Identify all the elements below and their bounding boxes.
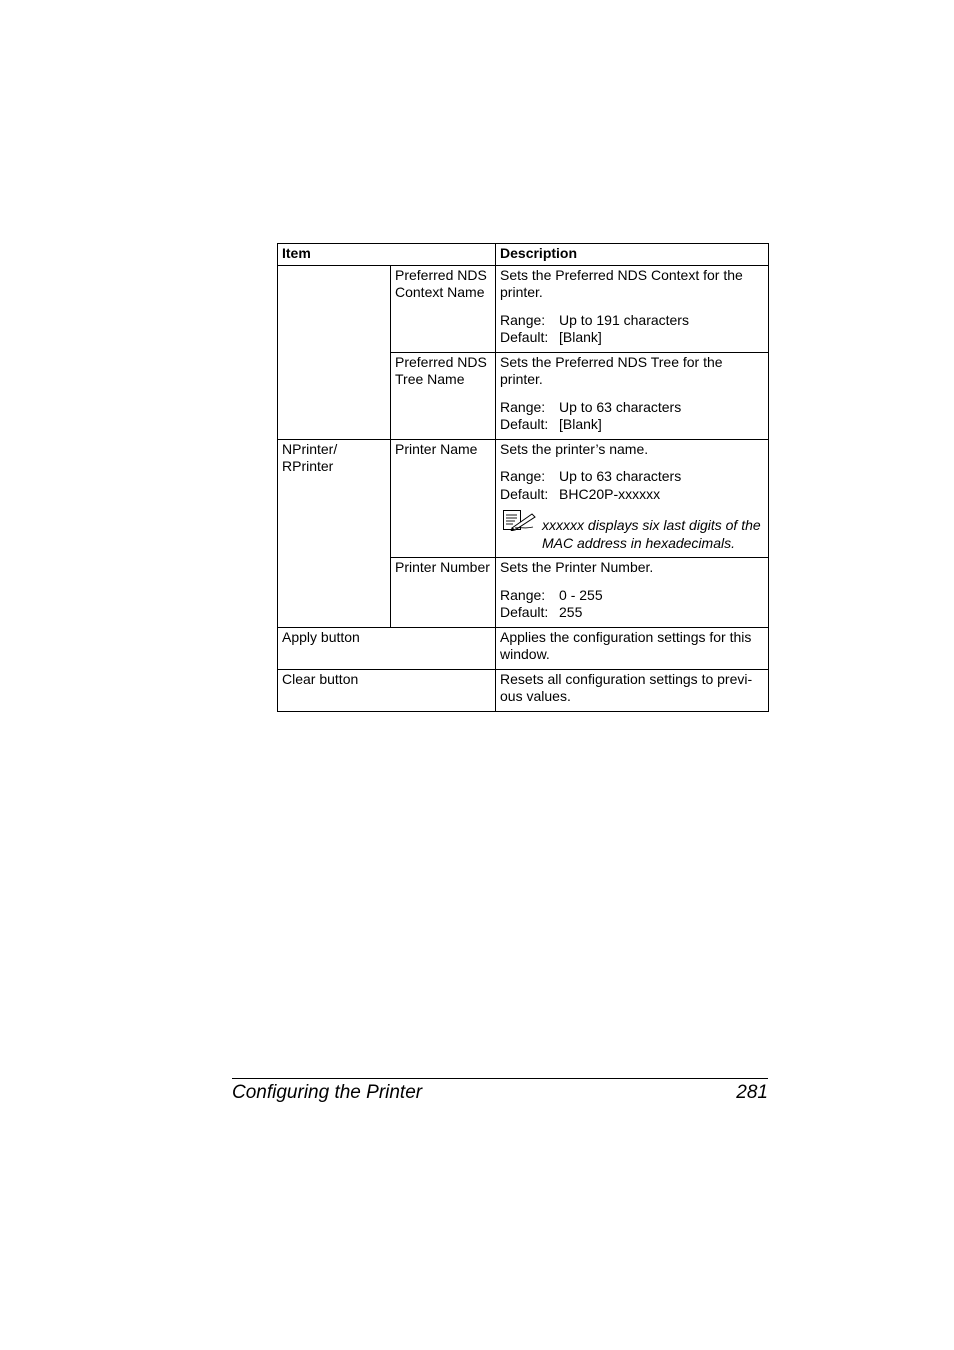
item-cell: Clear button xyxy=(278,669,496,711)
default-line xyxy=(500,329,765,347)
default-value: 255 xyxy=(559,604,583,620)
default-line xyxy=(500,416,765,434)
range-label: Range: xyxy=(500,311,546,328)
note-block xyxy=(500,512,765,552)
range-value: Up to 63 characters xyxy=(559,468,682,484)
item-cell: Preferred NDS Tree Name xyxy=(391,352,496,439)
range-line xyxy=(500,312,765,330)
item-cell: Printer Number xyxy=(391,558,496,628)
default-label: Default: xyxy=(500,604,549,620)
range-label: Range: xyxy=(500,398,546,415)
footer-rule xyxy=(232,1078,768,1079)
footer-title: Configuring the Printer xyxy=(232,1082,423,1103)
table-row xyxy=(278,669,769,711)
range-value: Up to 63 characters xyxy=(559,398,682,415)
default-value: BHC20P-xxxxxx xyxy=(559,485,661,502)
range-line xyxy=(500,587,765,605)
description-text: Sets the Preferred NDS Context for the printer. xyxy=(500,266,743,300)
description-text: Sets the Preferred NDS Tree for the printer. xyxy=(500,353,723,387)
default-label: Default: xyxy=(500,329,549,345)
description-cell xyxy=(496,352,769,439)
default-label: Default: xyxy=(500,485,549,502)
item-cell: Printer Name xyxy=(391,439,496,558)
description-cell xyxy=(496,265,769,352)
note-pencil-icon xyxy=(502,509,540,531)
default-line xyxy=(500,486,765,504)
range-value: Up to 191 characters xyxy=(559,311,689,328)
group-label-empty xyxy=(278,265,391,439)
table-row xyxy=(278,265,769,352)
header-description: Description xyxy=(496,244,769,266)
table-row xyxy=(278,627,769,669)
item-cell: Preferred NDS Context Name xyxy=(391,265,496,352)
default-line xyxy=(500,604,765,622)
page-number: 281 xyxy=(736,1082,768,1103)
description-cell xyxy=(496,558,769,628)
range-line xyxy=(500,399,765,417)
item-cell: Apply button xyxy=(278,627,496,669)
settings-table xyxy=(277,243,769,712)
group-label: NPrinter/ RPrinter xyxy=(278,439,391,627)
description-cell xyxy=(496,439,769,558)
description-text: Sets the Printer Number. xyxy=(500,559,654,575)
default-label: Default: xyxy=(500,416,549,432)
table-row xyxy=(278,439,769,558)
description-text: Sets the printer’s name. xyxy=(500,440,649,457)
description-cell: Applies the configuration settings for this window. xyxy=(496,627,769,669)
default-value: [Blank] xyxy=(559,416,602,432)
note-text: xxxxxx displays six last digits of the MAC address in hexadecimals. xyxy=(542,517,761,551)
description-cell: Resets all configuration settings to previ-ous values. xyxy=(496,669,769,711)
range-line xyxy=(500,468,765,486)
range-label: Range: xyxy=(500,586,546,603)
range-label: Range: xyxy=(500,468,546,484)
range-value: 0 - 255 xyxy=(559,586,603,603)
header-item: Item xyxy=(278,244,496,266)
table-header-row xyxy=(278,244,769,266)
default-value: [Blank] xyxy=(559,329,602,345)
